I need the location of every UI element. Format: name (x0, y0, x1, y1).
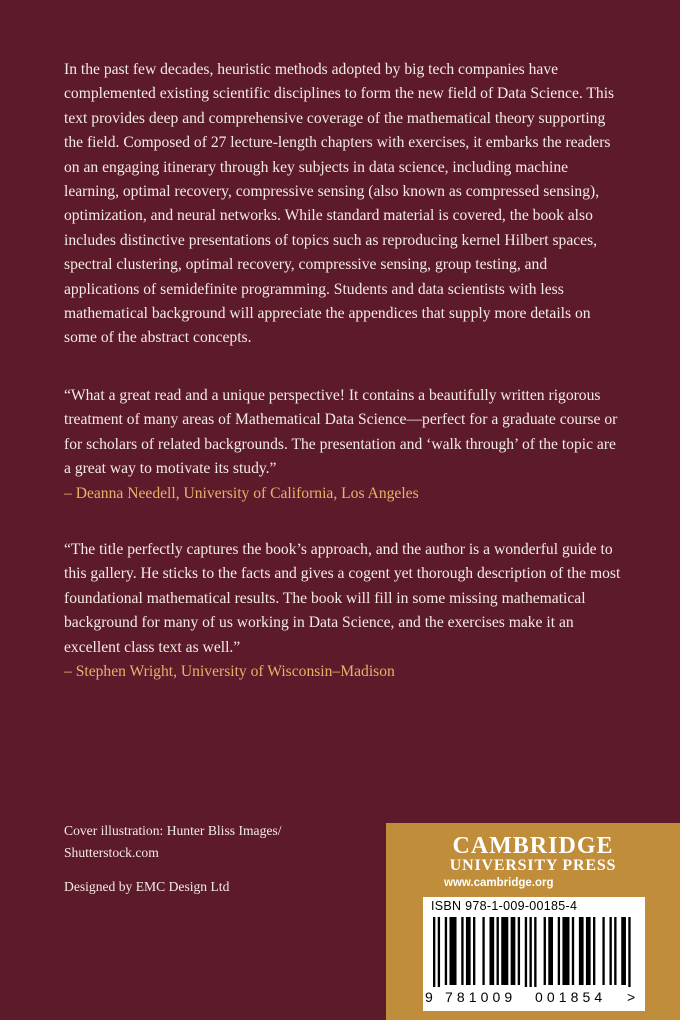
cover-credit-line1: Cover illustration: Hunter Bliss Images/ (64, 823, 282, 838)
endorsement-2-text: “The title perfectly captures the book’s approach, and the author is a wonderful guide to this gallery. He sticks to the facts and gives a cogent yet thorough description of the most foundational mathematical results. The book will fill in some missing mathematical background for many of us working in Data Science, and the exercises make it an excellent class text as well.” (64, 541, 621, 656)
publisher-panel (386, 823, 680, 1020)
barcode-digits-left: 781009 (445, 989, 517, 1005)
publisher-name: CAMBRIDGE (452, 833, 614, 859)
isbn-label: ISBN 978-1-009-00185-4 (431, 899, 578, 913)
book-description: In the past few decades, heuristic methods adopted by big tech companies have complemented existing scientific disciplines to form the new field of Data Science. This text provides deep and comprehensive coverage of the mathematical theory supporting the field. Composed of 27 lecture-length chapters with exercises, it embarks the readers on an engaging itinerary through key subjects in data science, including machine learning, optimal recovery, compressive sensing (also known as compressed sensing), optimization, and neural networks. While standard material is covered, the book also includes distinctive presentations of topics such as reproducing kernel Hilbert spaces, spectral clustering, optimal recovery, compressive sensing, group testing, and applications of semidefinite programming. Students and data scientists with less mathematical background will appreciate the appendices that supply more details on some of the abstract concepts. (64, 61, 615, 347)
barcode-digit-first: 9 (425, 989, 434, 1005)
publisher-subtitle: UNIVERSITY PRESS (449, 857, 617, 874)
publisher-url: www.cambridge.org (444, 877, 554, 889)
endorsement-2 (64, 538, 624, 684)
endorsement-1-text: “What a great read and a unique perspective! It contains a beautifully written rigorous treatment of many areas of Mathematical Data Science—perfect for a graduate course or for scholars of related backgrounds. The presentation and ‘walk through’ of the topic are a great way to motivate its study.” (64, 387, 618, 478)
endorsement-1 (64, 384, 624, 506)
endorsement-1-attribution: – Deanna Needell, University of California, Los Angeles (64, 484, 419, 502)
barcode-digits-right: 001854 (535, 989, 607, 1005)
designer-credit: Designed by EMC Design Ltd (64, 879, 230, 894)
cover-credit-line2: Shutterstock.com (64, 845, 159, 860)
barcode-ext: > (627, 989, 636, 1005)
barcode (423, 897, 645, 1011)
endorsement-2-attribution: – Stephen Wright, University of Wisconsin–Madison (64, 663, 395, 681)
barcode-bars (433, 917, 633, 987)
credits (64, 820, 281, 898)
